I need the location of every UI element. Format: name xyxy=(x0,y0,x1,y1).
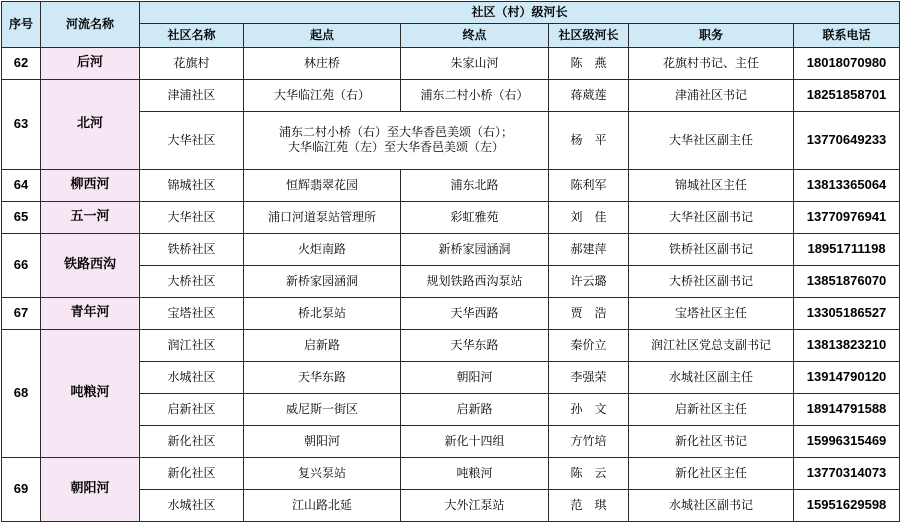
chief-cell: 陈 云 xyxy=(549,457,629,489)
community-cell: 大华社区 xyxy=(140,112,244,170)
phone-cell: 18018070980 xyxy=(794,48,900,80)
river-name-cell: 后河 xyxy=(41,48,140,80)
end-cell: 浦东北路 xyxy=(401,169,549,201)
phone-cell: 13851876070 xyxy=(794,265,900,297)
table-row xyxy=(2,169,900,201)
chief-cell: 范 琪 xyxy=(549,489,629,521)
end-cell: 新化十四组 xyxy=(401,425,549,457)
table-row xyxy=(2,48,900,80)
community-cell: 新化社区 xyxy=(140,425,244,457)
community-cell: 润江社区 xyxy=(140,329,244,361)
chief-cell: 陈利军 xyxy=(549,169,629,201)
start-end-line: 大华临江苑（左）至大华香邑美颂（左） xyxy=(287,140,504,155)
phone-cell: 13770314073 xyxy=(794,457,900,489)
phone-cell: 18951711198 xyxy=(794,233,900,265)
end-cell: 新桥家园涵洞 xyxy=(401,233,549,265)
community-cell: 津浦社区 xyxy=(140,80,244,112)
position-cell: 津浦社区书记 xyxy=(629,80,794,112)
position-cell: 大桥社区副书记 xyxy=(629,265,794,297)
seq-cell: 67 xyxy=(2,297,41,329)
community-cell: 大华社区 xyxy=(140,201,244,233)
end-cell: 天华东路 xyxy=(401,329,549,361)
table-row xyxy=(2,201,900,233)
phone-cell: 15951629598 xyxy=(794,489,900,521)
phone-cell: 13770649233 xyxy=(794,112,900,170)
start-cell: 新桥家园涵洞 xyxy=(244,265,401,297)
position-cell: 启新社区主任 xyxy=(629,393,794,425)
phone-cell: 13770976941 xyxy=(794,201,900,233)
header-phone: 联系电话 xyxy=(794,24,900,48)
chief-cell: 陈 燕 xyxy=(549,48,629,80)
end-cell: 吨粮河 xyxy=(401,457,549,489)
table-row xyxy=(2,233,900,265)
start-end-line: 浦东二村小桥（右）至大华香邑美颂（右）； xyxy=(278,125,513,140)
phone-cell: 13914790120 xyxy=(794,361,900,393)
community-cell: 水城社区 xyxy=(140,361,244,393)
seq-cell: 68 xyxy=(2,329,41,457)
phone-cell: 15996315469 xyxy=(794,425,900,457)
table-row xyxy=(2,457,900,489)
start-cell: 启新路 xyxy=(244,329,401,361)
phone-cell: 13305186527 xyxy=(794,297,900,329)
phone-cell: 13813365064 xyxy=(794,169,900,201)
river-name-cell: 柳西河 xyxy=(41,169,140,201)
community-cell: 大桥社区 xyxy=(140,265,244,297)
phone-cell: 18251858701 xyxy=(794,80,900,112)
end-cell: 彩虹雅苑 xyxy=(401,201,549,233)
start-cell: 天华东路 xyxy=(244,361,401,393)
position-cell: 大华社区副书记 xyxy=(629,201,794,233)
community-cell: 花旗村 xyxy=(140,48,244,80)
seq-cell: 65 xyxy=(2,201,41,233)
community-cell: 启新社区 xyxy=(140,393,244,425)
chief-cell: 方竹培 xyxy=(549,425,629,457)
start-cell: 大华临江苑（右） xyxy=(244,80,401,112)
chief-cell: 刘 佳 xyxy=(549,201,629,233)
community-cell: 新化社区 xyxy=(140,457,244,489)
river-name-cell: 北河 xyxy=(41,80,140,170)
position-cell: 铁桥社区副书记 xyxy=(629,233,794,265)
river-name-cell: 五一河 xyxy=(41,201,140,233)
header-position: 职务 xyxy=(629,24,794,48)
position-cell: 水城社区副书记 xyxy=(629,489,794,521)
table-row xyxy=(2,297,900,329)
community-cell: 宝塔社区 xyxy=(140,297,244,329)
start-cell: 浦口河道泵站管理所 xyxy=(244,201,401,233)
seq-cell: 64 xyxy=(2,169,41,201)
end-cell: 启新路 xyxy=(401,393,549,425)
end-cell: 规划铁路西沟泵站 xyxy=(401,265,549,297)
start-end-span-cell xyxy=(244,112,549,170)
header-start: 起点 xyxy=(244,24,401,48)
chief-cell: 蒋葳莲 xyxy=(549,80,629,112)
position-cell: 大华社区副主任 xyxy=(629,112,794,170)
river-name-cell: 青年河 xyxy=(41,297,140,329)
position-cell: 水城社区副主任 xyxy=(629,361,794,393)
header-chief: 社区级河长 xyxy=(549,24,629,48)
position-cell: 宝塔社区主任 xyxy=(629,297,794,329)
header-community: 社区名称 xyxy=(140,24,244,48)
start-cell: 江山路北延 xyxy=(244,489,401,521)
seq-cell: 69 xyxy=(2,457,41,521)
chief-cell: 郝建萍 xyxy=(549,233,629,265)
table-body xyxy=(2,48,900,522)
end-cell: 浦东二村小桥（右） xyxy=(401,80,549,112)
start-cell: 朝阳河 xyxy=(244,425,401,457)
end-cell: 朝阳河 xyxy=(401,361,549,393)
start-cell: 恒辉翡翠花园 xyxy=(244,169,401,201)
river-chief-table xyxy=(1,1,900,522)
position-cell: 花旗村书记、主任 xyxy=(629,48,794,80)
position-cell: 新化社区主任 xyxy=(629,457,794,489)
chief-cell: 贾 浩 xyxy=(549,297,629,329)
table-row xyxy=(2,80,900,112)
phone-cell: 13813823210 xyxy=(794,329,900,361)
start-cell: 火炬南路 xyxy=(244,233,401,265)
chief-cell: 秦价立 xyxy=(549,329,629,361)
phone-cell: 18914791588 xyxy=(794,393,900,425)
community-cell: 水城社区 xyxy=(140,489,244,521)
community-cell: 锦城社区 xyxy=(140,169,244,201)
river-name-cell: 铁路西沟 xyxy=(41,233,140,297)
river-name-cell: 吨粮河 xyxy=(41,329,140,457)
start-cell: 林庄桥 xyxy=(244,48,401,80)
chief-cell: 杨 平 xyxy=(549,112,629,170)
end-cell: 大外江泵站 xyxy=(401,489,549,521)
river-name-cell: 朝阳河 xyxy=(41,457,140,521)
chief-cell: 孙 文 xyxy=(549,393,629,425)
end-cell: 朱家山河 xyxy=(401,48,549,80)
header-group: 社区（村）级河长 xyxy=(140,2,900,24)
seq-cell: 62 xyxy=(2,48,41,80)
chief-cell: 许云璐 xyxy=(549,265,629,297)
start-cell: 桥北泵站 xyxy=(244,297,401,329)
header-seq: 序号 xyxy=(2,2,41,48)
position-cell: 润江社区党总支副书记 xyxy=(629,329,794,361)
header-river: 河流名称 xyxy=(41,2,140,48)
header-end: 终点 xyxy=(401,24,549,48)
seq-cell: 63 xyxy=(2,80,41,170)
seq-cell: 66 xyxy=(2,233,41,297)
community-cell: 铁桥社区 xyxy=(140,233,244,265)
start-cell: 威尼斯一街区 xyxy=(244,393,401,425)
start-cell: 复兴泵站 xyxy=(244,457,401,489)
end-cell: 天华西路 xyxy=(401,297,549,329)
chief-cell: 李强荣 xyxy=(549,361,629,393)
position-cell: 新化社区书记 xyxy=(629,425,794,457)
table-row xyxy=(2,329,900,361)
position-cell: 锦城社区主任 xyxy=(629,169,794,201)
